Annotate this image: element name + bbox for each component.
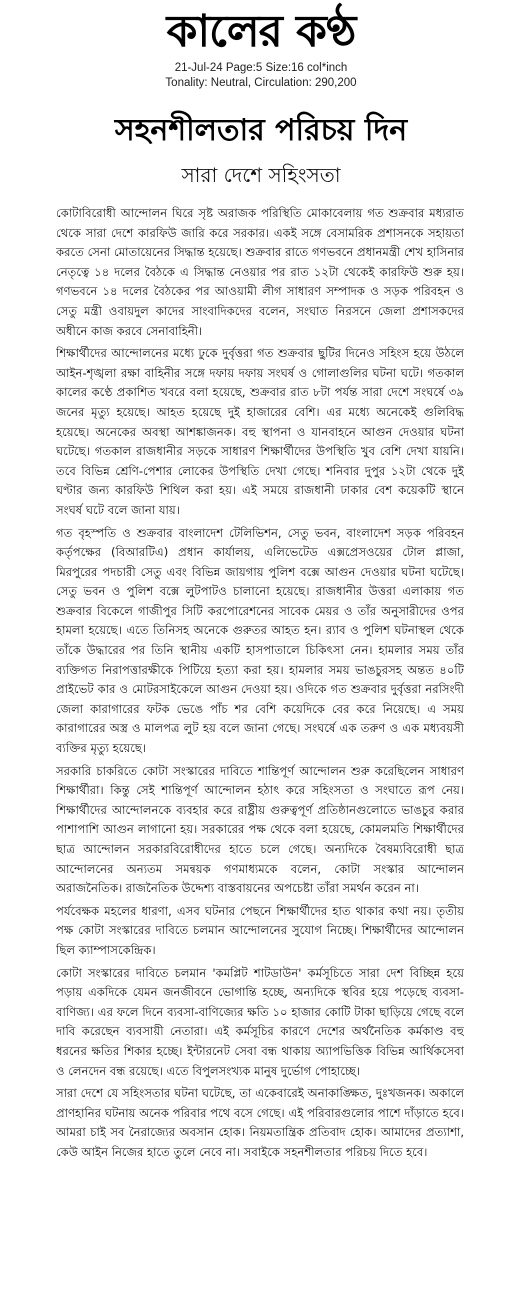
article-paragraph: শিক্ষার্থীদের আন্দোলনের মধ্যে ঢুকে দুর্বৃত্তরা গত শুক্রবার ছুটির দিনেও সহিংস হয়ে উঠলে আইন-শৃঙ্খলা রক্ষা বাহিনীর সঙ্গে দফায় দফায় সংঘর্ষ ও গোলাগুলির ঘটনা ঘটে। গতকাল কালের কণ্ঠে প্রকাশিত খবরে বলা হয়েছে, শুক্রবার রাত ৮টা পর্যন্ত সারা দেশে সংঘর্ষে ৩৯ জনের মৃত্যু হয়েছে। আহত হয়েছে দুই হাজারের বেশি। এর মধ্যে অনেকেই গুলিবিদ্ধ হয়েছে। অনেকের অবস্থা আশঙ্কাজনক। বহু স্থাপনা ও যানবাহনে আগুন দেওয়ার ঘটনা ঘটেছে। গতকাল রাজধানীর সড়কে সাধারণ শিক্ষার্থীদের উপস্থিতি খুব বেশি দেখা যায়নি। তবে বিভিন্ন শ্রেণি-পেশার লোকের উপস্থিতি দেখা গেছে। শনিবার দুপুর ১২টা থেকে দুই ঘণ্টার জন্য কারফিউ শিথিল করা হয়। এই সময়ে রাজধানী ঢাকার বেশ কয়েকটি স্থানে সংঘর্ষ ঘটে বলে জানা যায়। (56, 346, 464, 517)
article-paragraph: কোটাবিরোধী আন্দোলন ঘিরে সৃষ্ট অরাজক পরিস্থিতি মোকাবেলায় গত শুক্রবার মধ্যরাত থেকে সারা দেশে কারফিউ জারি করে সরকার। একই সঙ্গে বেসামরিক প্রশাসনকে সহায়তা করতে সেনা মোতায়েনের সিদ্ধান্ত হয়েছে। শুক্রবার রাতে গণভবনে প্রধানমন্ত্রী শেখ হাসিনার নেতৃত্বে ১৪ দলের বৈঠকে এ সিদ্ধান্ত নেওয়ার পর রাত ১২টা থেকেই কারফিউ শুরু হয়। গণভবনে ১৪ দলের বৈঠকের পর আওয়ামী লীগ সাধারণ সম্পাদক ও সড়ক পরিবহন ও সেতু মন্ত্রী ওবায়দুল কাদের সাংবাদিকদের বলেন, সংঘাত নিরসনে জেলা প্রশাসকদের অধীনে কাজ করবে সেনাবাহিনী। (56, 206, 464, 338)
clipping-meta-tonality: Tonality: Neutral, Circulation: 290,200 (165, 77, 357, 89)
article-paragraph: সরকারি চাকরিতে কোটা সংস্কারের দাবিতে শান্তিপূর্ণ আন্দোলন শুরু করেছিলেন সাধারণ শিক্ষার্থীরা। কিন্তু সেই শান্তিপূর্ণ আন্দোলন হঠাৎ করে সহিংসতা ও সংঘাতে রূপ নেয়। শিক্ষার্থীদের আন্দোলনকে ব্যবহার করে রাষ্ট্রীয় গুরুত্বপূর্ণ প্রতিষ্ঠানগুলোতে ভাঙচুর করার পাশাপাশি আগুন লাগানো হয়। সরকারের পক্ষ থেকে বলা হয়েছে, কোমলমতি শিক্ষার্থীদের ছাত্র আন্দোলন সরকারবিরোধীদের হাতে চলে গেছে। অন্যদিকে বৈষম্যবিরোধী ছাত্র আন্দোলনের অন্যতম সমন্বয়ক গণমাধ্যমকে বলেন, কোটা সংস্কার আন্দোলন অরাজনৈতিক। রাজনৈতিক উদ্দেশ্য বাস্তবায়নের অপচেষ্টা তাঁরা সমর্থন করেন না। (56, 763, 464, 896)
article-body (56, 204, 464, 1294)
article-paragraph: কোটা সংস্কারের দাবিতে চলমান 'কমপ্লিট শাটডাউন' কর্মসূচিতে সারা দেশ বিচ্ছিন্ন হয়ে পড়ায় একদিকে যেমন জনজীবনে ভোগান্তি হচ্ছে, অন্যদিকে স্থবির হয়ে পড়েছে ব্যবসা-বাণিজ্য। এর ফলে দিনে ব্যবসা-বাণিজ্যের ক্ষতি ১০ হাজার কোটি টাকা ছাড়িয়ে গেছে বলে দাবি করেছেন ব্যবসায়ী নেতারা। এই কর্মসূচির কারণে দেশের অর্থনৈতিক কর্মকাণ্ড বহু ধরনের ক্ষতির শিকার হচ্ছে। ইন্টারনেট সেবা বন্ধ থাকায় অ্যাপভিত্তিক বিভিন্ন আর্থিকসেবা ও লেনদেন বন্ধ রয়েছে। এতে বিপুলসংখ্যক মানুষ দুর্ভোগ পোহাচ্ছে। (56, 965, 464, 1078)
article-headline: সহনশীলতার পরিচয় দিন (114, 113, 408, 148)
article-paragraph: সারা দেশে যে সহিংসতার ঘটনা ঘটেছে, তা একেবারেই অনাকাঙ্ক্ষিত, দুঃখজনক। অকালে প্রাণহানির ঘটনায় অনেক পরিবার পথে বসে গেছে। এই পরিবারগুলোর পাশে দাঁড়াতে হবে। আমরা চাই সব নৈরাজ্যের অবসান হোক। নিয়মতান্ত্রিক প্রতিবাদ হোক। আমাদের প্রত্যাশা, কেউ আইন নিজের হাতে তুলে নেবে না। সবাইকে সহনশীলতার পরিচয় দিতে হবে। (56, 1086, 464, 1159)
article-paragraph: পর্যবেক্ষক মহলের ধারণা, এসব ঘটনার পেছনে শিক্ষার্থীদের হাত থাকার কথা নয়। তৃতীয় পক্ষ কোটা সংস্কারের দাবিতে চলমান আন্দোলনের সুযোগ নিচ্ছে। শিক্ষার্থীদের আন্দোলন ছিল ক্যাম্পাসকেন্দ্রিক। (56, 903, 464, 957)
article-paragraph: গত বৃহস্পতি ও শুক্রবার বাংলাদেশ টেলিভিশন, সেতু ভবন, বাংলাদেশ সড়ক পরিবহন কর্তৃপক্ষের (বিআরটিএ) প্রধান কার্যালয়, এলিভেটেড এক্সপ্রেসওয়ের টোল প্লাজা, মিরপুরের পদচারী সেতু এবং বিভিন্ন জায়গায় পুলিশ বক্সে আগুন দেওয়ার ঘটনা ঘটেছে। সেতু ভবন ও পুলিশ বক্সে লুটপাটও চালানো হয়েছে। রাজধানীর উত্তরা এলাকায় গত শুক্রবার বিকেলে গাজীপুর সিটি করপোরেশনের সাবেক মেয়র ও তাঁর অনুসারীদের ওপর হামলা হয়েছে। এতে তিনিসহ অনেকে গুরুতর আহত হন। র‍্যাব ও পুলিশ ঘটনাস্থল থেকে তাঁকে উদ্ধারের পর তিনি স্থানীয় একটি হাসপাতালে চিকিৎসা নেন। হামলার সময় তাঁর ব্যক্তিগত নিরাপত্তারক্ষীকে পিটিয়ে হত্যা করা হয়। হামলার সময় ভাঙচুরসহ অন্তত ৪০টি প্রাইভেট কার ও মোটরসাইকেলে আগুন দেওয়া হয়। ওদিকে গত শুক্রবার দুর্বৃত্তরা নরসিংদী জেলা কারাগারের ফটক ভেঙে পাঁচ শর বেশি কয়েদিকে বের করে নিয়েছে। এ সময় কারাগারের অস্ত্র ও মালপত্র লুট হয় বলে জানা গেছে। সংঘর্ষে এক তরুণ ও এক মধ্যবয়সী ব্যক্তির মৃত্যু হয়েছে। (56, 525, 464, 756)
article-subheadline: সারা দেশে সহিংসতা (181, 163, 341, 187)
masthead-logo: কালের কণ্ঠ (166, 6, 356, 57)
clipping-meta-size: 21-Jul-24 Page:5 Size:16 col*inch (174, 62, 348, 74)
